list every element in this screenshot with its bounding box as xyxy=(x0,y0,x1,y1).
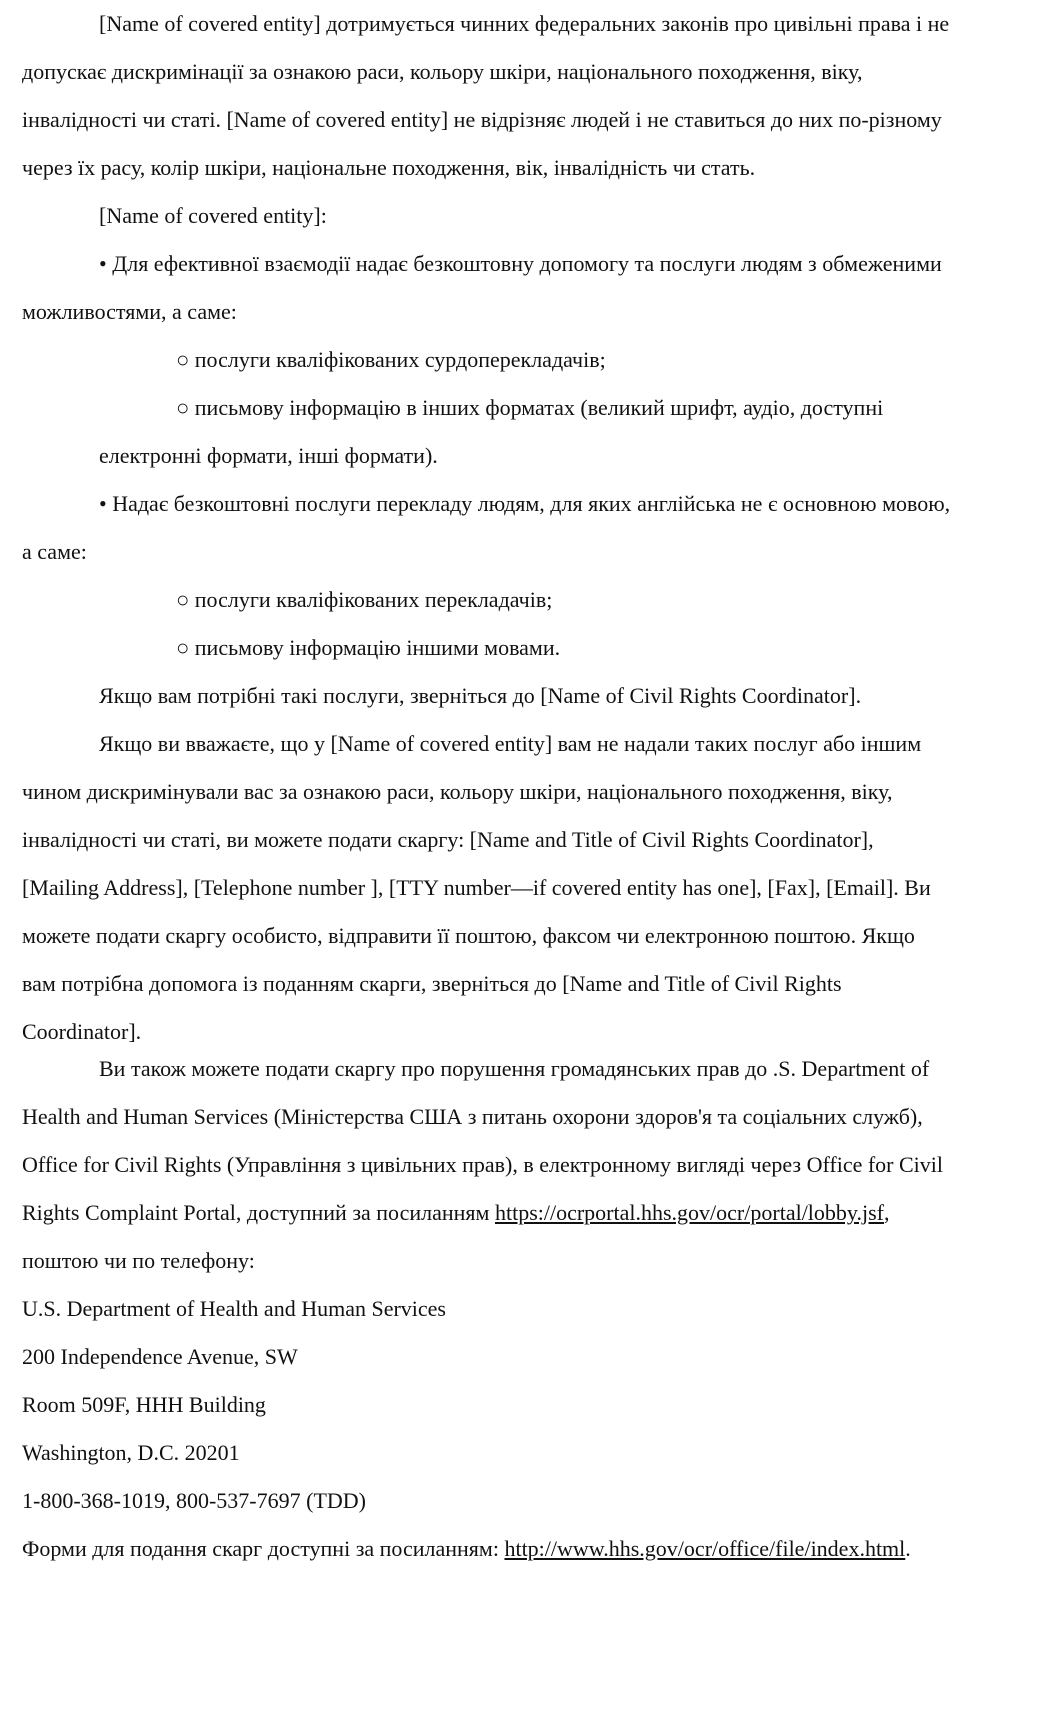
paragraph-text: поштою чи по телефону: xyxy=(22,1248,255,1273)
paragraph-text: Якщо ви вважаєте, що у [Name of covered entity] вам не надали таких послуг або іншим xyxy=(99,731,922,756)
forms-line xyxy=(22,1535,911,1563)
paragraph-text: [Name of covered entity]: xyxy=(99,203,327,228)
paragraph-text: Office for Civil Rights (Управління з цивільних прав), в електронному вигляді через Office for Civil xyxy=(22,1152,944,1177)
sub-bullet-item: ○ послуги кваліфікованих перекладачів; xyxy=(176,587,553,612)
paragraph-text: Якщо вам потрібні такі послуги, зверніться до [Name of Civil Rights Coordinator]. xyxy=(99,683,862,708)
phone-line: 1-800-368-1019, 800-537-7697 (TDD) xyxy=(22,1488,366,1513)
paragraph-text: інвалідності чи статі, ви можете подати скаргу: [Name and Title of Civil Rights Coordinator], xyxy=(22,827,874,852)
paragraph-text: Форми для подання скарг доступні за посиланням: xyxy=(22,1536,505,1561)
paragraph-text: допускає дискримінації за ознакою раси, кольору шкіри, національного походження, віку, xyxy=(22,59,863,84)
punctuation: , xyxy=(884,1200,890,1225)
bullet-item: а саме: xyxy=(22,539,87,564)
bullet-item: можливостями, а саме: xyxy=(22,299,237,324)
paragraph-text: інвалідності чи статі. [Name of covered entity] не відрізняє людей і не ставиться до них по-різному xyxy=(22,107,942,132)
paragraph-text: Coordinator]. xyxy=(22,1019,142,1044)
paragraph-text: [Name of covered entity] дотримується чинних федеральних законів про цивільні права і не xyxy=(99,11,950,36)
paragraph-text-with-link xyxy=(22,1199,890,1227)
paragraph-text: через їх расу, колір шкіри, національне походження, вік, інвалідність чи стать. xyxy=(22,155,756,180)
address-line: Room 509F, HHH Building xyxy=(22,1392,266,1417)
paragraph-text: Health and Human Services (Міністерства США з питань охорони здоров'я та соціальних служб), xyxy=(22,1104,923,1129)
address-line: U.S. Department of Health and Human Services xyxy=(22,1296,446,1321)
bullet-item: • Надає безкоштовні послуги перекладу людям, для яких англійська не є основною мовою, xyxy=(99,491,951,516)
paragraph-text: Rights Complaint Portal, доступний за посиланням xyxy=(22,1200,495,1225)
ocr-portal-link[interactable]: https://ocrportal.hhs.gov/ocr/portal/lobby.jsf xyxy=(494,1200,884,1225)
paragraph-text: Ви також можете подати скаргу про порушення громадянських прав до .S. Department of xyxy=(99,1056,930,1081)
sub-bullet-item: ○ письмову інформацію в інших форматах (великий шрифт, аудіо, доступні xyxy=(176,395,884,420)
punctuation: . xyxy=(905,1536,911,1561)
sub-bullet-item: ○ послуги кваліфікованих сурдоперекладачів; xyxy=(176,347,606,372)
paragraph-text: [Mailing Address], [Telephone number ], [TTY number—if covered entity has one], [Fax], [Email]. Ви xyxy=(22,875,931,900)
paragraph-text: чином дискримінували вас за ознакою раси, кольору шкіри, національного походження, віку, xyxy=(22,779,893,804)
paragraph-text: вам потрібна допомога із поданням скарги, зверніться до [Name and Title of Civil Rights xyxy=(22,971,842,996)
sub-bullet-item: ○ письмову інформацію іншими мовами. xyxy=(176,635,561,660)
paragraph-text: можете подати скаргу особисто, відправити її поштою, факсом чи електронною поштою. Якщо xyxy=(22,923,915,948)
complaint-forms-link[interactable]: http://www.hhs.gov/ocr/office/file/index.html xyxy=(504,1536,906,1561)
sub-bullet-item: електронні формати, інші формати). xyxy=(99,443,438,468)
address-line: Washington, D.C. 20201 xyxy=(22,1440,240,1465)
bullet-item: • Для ефективної взаємодії надає безкоштовну допомогу та послуги людям з обмеженими xyxy=(99,251,942,276)
address-line: 200 Independence Avenue, SW xyxy=(22,1344,298,1369)
